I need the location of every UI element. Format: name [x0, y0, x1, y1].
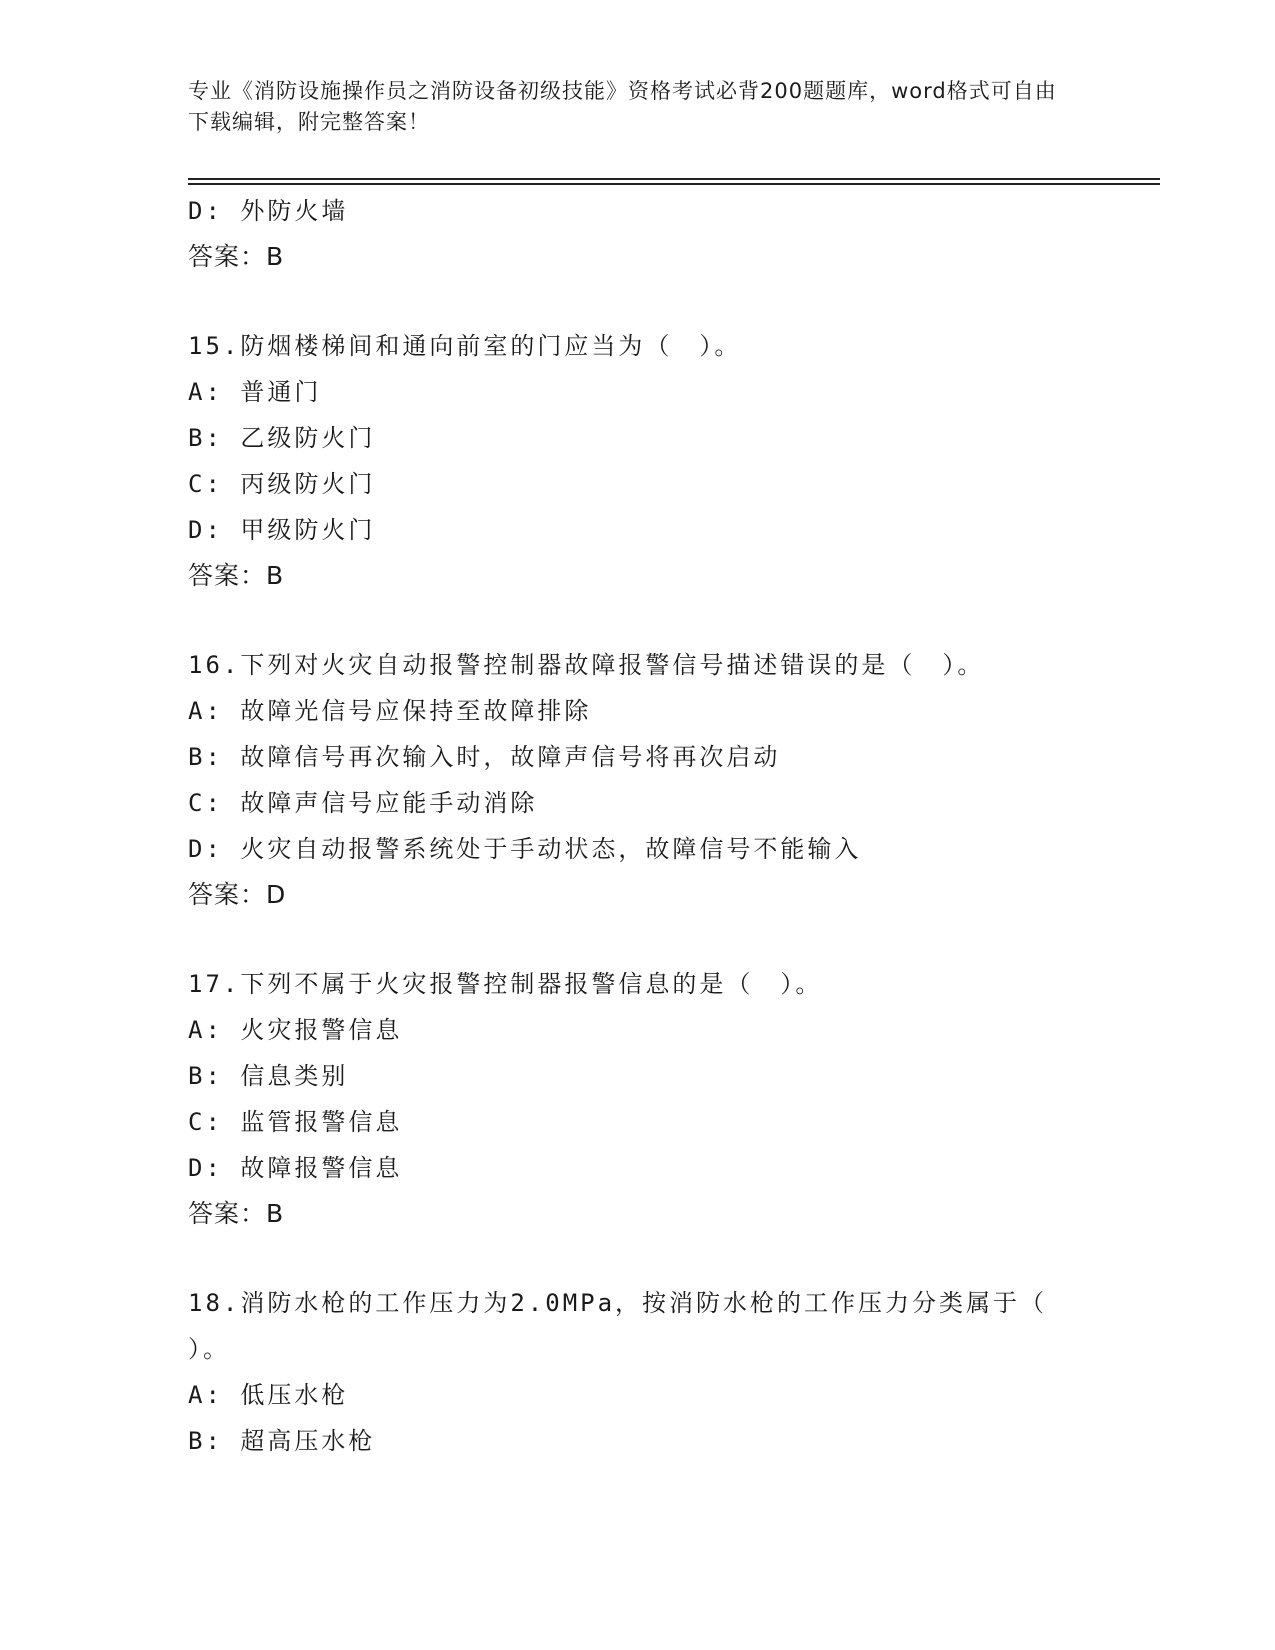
question-stem: 15.防烟楼梯间和通向前室的门应当为（ ）。: [188, 332, 742, 360]
header-divider-bottom: [188, 183, 1160, 185]
option-d: D: 故障报警信息: [188, 1154, 403, 1182]
answer-line: 答案：B: [188, 1199, 285, 1228]
answer-line: 答案：B: [188, 561, 285, 590]
question-16: [188, 642, 1088, 918]
question-15: [188, 323, 1088, 599]
document-header-title: 专业《消防设施操作员之消防设备初级技能》资格考试必背200题题库，word格式可自由下载编辑，附完整答案！: [188, 79, 1057, 134]
option-a: A: 低压水枪: [188, 1381, 349, 1409]
answer-line: 答案：D: [188, 880, 287, 909]
question-17: [188, 961, 1088, 1237]
option-a: A: 火灾报警信息: [188, 1016, 403, 1044]
option-c: C: 监管报警信息: [188, 1108, 403, 1136]
option-c: C: 丙级防火门: [188, 470, 376, 498]
option-d: D: 外防火墙: [188, 197, 349, 225]
option-d: D: 甲级防火门: [188, 516, 376, 544]
option-b: B: 故障信号再次输入时，故障声信号将再次启动: [188, 743, 781, 771]
option-a: A: 故障光信号应保持至故障排除: [188, 697, 592, 725]
option-d: D: 火灾自动报警系统处于手动状态，故障信号不能输入: [188, 835, 862, 863]
option-a: A: 普通门: [188, 378, 322, 406]
question-stem: 17.下列不属于火灾报警控制器报警信息的是（ ）。: [188, 970, 823, 998]
option-c: C: 故障声信号应能手动消除: [188, 789, 538, 817]
question-content: [188, 188, 1088, 1464]
option-b: B: 乙级防火门: [188, 424, 376, 452]
answer-line: 答案：B: [188, 242, 285, 271]
option-b: B: 超高压水枪: [188, 1427, 376, 1455]
header-divider-top: [188, 178, 1160, 180]
question-stem-line-1: 18.消防水枪的工作压力为2.0MPa，按消防水枪的工作压力分类属于（: [188, 1289, 1048, 1317]
question-stem-line-2: ）。: [188, 1335, 230, 1363]
option-b: B: 信息类别: [188, 1062, 349, 1090]
question-18: [188, 1280, 1088, 1464]
question-stem: 16.下列对火灾自动报警控制器故障报警信号描述错误的是（ ）。: [188, 651, 985, 679]
